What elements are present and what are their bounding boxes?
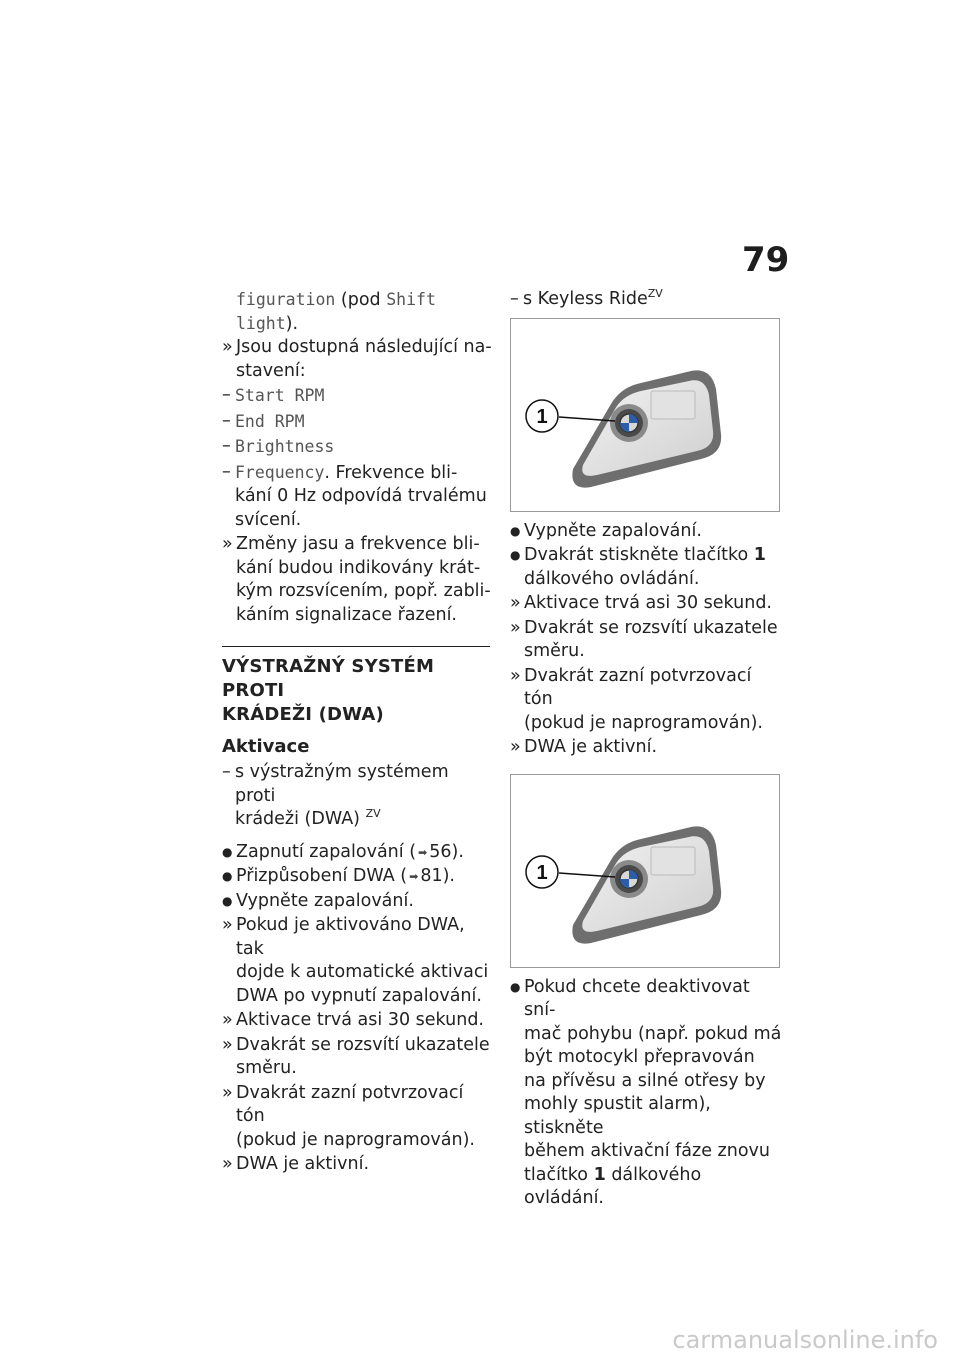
- right-column: [510, 288, 782, 1212]
- watermark: carmanualsonline.info: [672, 1326, 938, 1354]
- remote-key-figure: [510, 318, 780, 512]
- result-item: » Jsou dostupná následující na- stavení:: [222, 337, 492, 381]
- remote-key-figure: [510, 774, 780, 968]
- option-item: – Brightness: [222, 436, 335, 456]
- result-item: » Dvakrát zazní potvrzovací tón (pokud je naprogramován).: [222, 1082, 475, 1150]
- page-ref-arrow-icon: ➡: [418, 845, 428, 859]
- option-item: – Frequency. Frekvence bli- kání 0 Hz odpovídá trvalému svícení.: [222, 461, 487, 530]
- result-item: » DWA je aktivní.: [222, 1154, 370, 1174]
- result-item: » Dvakrát se rozsvítí ukazatele směru.: [222, 1034, 490, 1078]
- step-item: ● Vypněte zapalování.: [222, 890, 414, 911]
- result-item: » Změny jasu a frekvence bli- kání budou indikovány krát- kým rozsvícením, popř. zabli- káním signalizace řazení.: [222, 534, 491, 625]
- callout-label: 1: [536, 405, 548, 428]
- result-item: » Aktivace trvá asi 30 sekund.: [222, 1010, 484, 1030]
- page-ref-arrow-icon: ➡: [409, 870, 419, 883]
- remote-key-illustration: [511, 775, 779, 967]
- subheading: Aktivace: [222, 736, 310, 757]
- mono-text: figuration: [236, 290, 336, 309]
- step-item: ● Dvakrát stiskněte tlačítko 1 dálkového ovládání.: [510, 545, 766, 589]
- remote-key-illustration: [511, 319, 779, 511]
- left-column: [222, 288, 492, 1178]
- tip-item: ● Pokud chcete deaktivovat sní- mač pohybu (např. pokud má být motocykl přepravován na přívěsu a silné otřesy by mohly spustit alarm), stiskněte během aktivační fáze znovu tlačítko 1 dálkového ovládání.: [510, 976, 782, 1208]
- step-item: ● Přizpůsobení DWA ( ➡ 81).: [222, 865, 492, 889]
- page-number: 79: [742, 240, 790, 280]
- requirement-item: – s výstražným systémem proti krádeži (DWA) $^{ZV}$: [222, 762, 449, 829]
- option-item: – End RPM: [222, 410, 305, 431]
- result-item: » Dvakrát se rozsvítí ukazatele směru.: [510, 617, 778, 661]
- continued-text: figuration (pod Shift light).: [236, 290, 436, 334]
- option-item: – Start RPM: [222, 385, 325, 405]
- result-marker: »: [222, 337, 233, 357]
- callout-label: 1: [536, 861, 548, 884]
- section-heading: VÝSTRAŽNÝ SYSTÉM PROTI KRÁDEŽI (DWA): [222, 656, 435, 725]
- step-item: ● Zapnutí zapalování ( ➡ 56).: [222, 841, 492, 865]
- result-item: » Dvakrát zazní potvrzovací tón (pokud je naprogramován).: [510, 665, 763, 733]
- heading-rule: [222, 646, 490, 647]
- step-item: ● Vypněte zapalování.: [510, 520, 702, 541]
- result-item: » Pokud je aktivováno DWA, tak dojde k automatické aktivaci DWA po vypnutí zapalování.: [222, 915, 489, 1006]
- result-item: » DWA je aktivní.: [510, 737, 658, 757]
- result-item: » Aktivace trvá asi 30 sekund.: [510, 593, 772, 613]
- requirement-item: – s Keyless Ride$^{ZV}$: [510, 287, 663, 309]
